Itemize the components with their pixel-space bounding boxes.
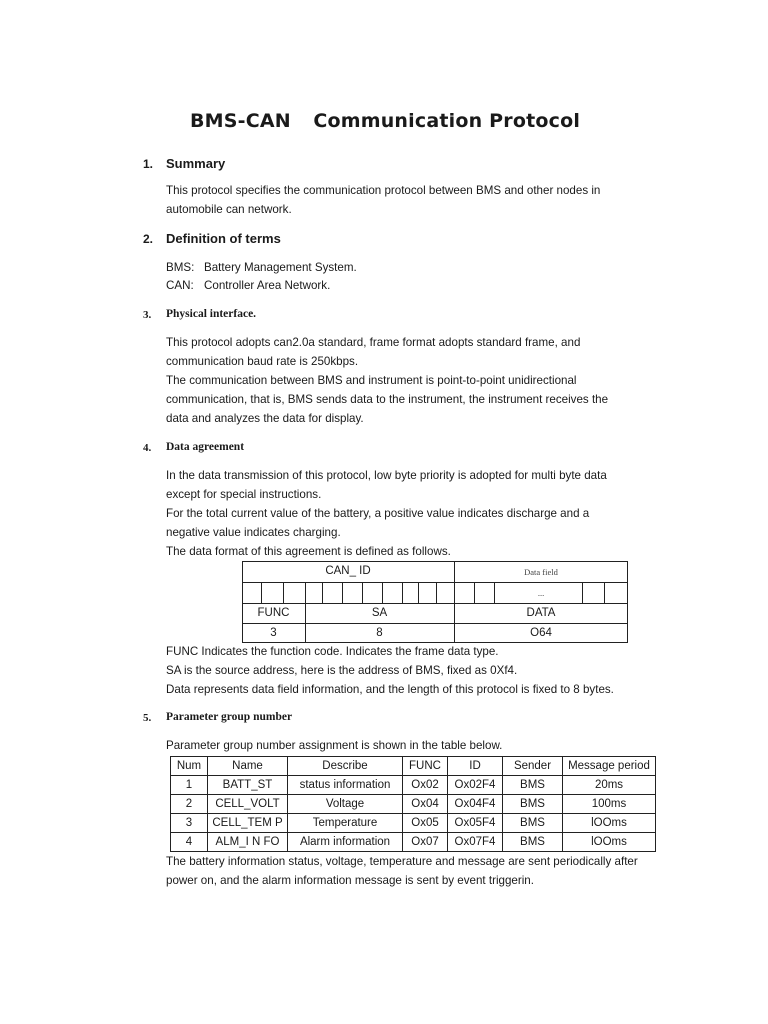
term-can — [166, 279, 330, 292]
sa-bits: 8 — [376, 627, 383, 639]
parameter-group-table — [170, 756, 656, 852]
table-cell: Ox07F4 — [448, 833, 503, 852]
table-cell: lOOms — [563, 833, 656, 852]
text-line: FUNC Indicates the function code. Indicates the frame data type. — [166, 645, 499, 658]
section-4-number: 4. — [143, 442, 152, 454]
bit-cell-line — [342, 582, 343, 603]
table-cell: BATT_ST — [208, 776, 288, 795]
table-cell: BMS — [503, 814, 563, 833]
section-5-heading: Parameter group number — [166, 711, 293, 723]
table-cell: ALM_I N FO — [208, 833, 288, 852]
section-3-heading: Physical interface. — [166, 308, 257, 320]
table-cell: 20ms — [563, 776, 656, 795]
table-row — [171, 795, 656, 814]
bit-cell-line — [418, 582, 419, 603]
table-cell: 4 — [171, 833, 208, 852]
title-part-1: BMS-CAN — [189, 110, 291, 132]
section-4-after — [166, 642, 636, 699]
table-cell: BMS — [503, 795, 563, 814]
text-line: communication baud rate is 250kbps. — [166, 355, 359, 368]
text-line: power on, and the alarm information message is sent by event triggerin. — [166, 874, 534, 887]
column-header: Name — [208, 757, 288, 776]
text-line: This protocol adopts can2.0a standard, frame format adopts standard frame, and — [166, 336, 581, 349]
can-frame-diagram — [242, 561, 628, 643]
bit-cell-line — [322, 582, 323, 603]
bit-cell-line — [436, 582, 437, 603]
section-3-body — [166, 333, 636, 428]
table-cell: Ox05F4 — [448, 814, 503, 833]
column-header: FUNC — [403, 757, 448, 776]
section-5-intro — [166, 736, 636, 755]
section-2-heading: Definition of terms — [166, 231, 281, 246]
column-header: Num — [171, 757, 208, 776]
frame-hline — [242, 623, 628, 624]
text-line: except for special instructions. — [166, 488, 322, 501]
term-bms — [166, 261, 357, 274]
section-4-heading: Data agreement — [166, 441, 245, 453]
data-label: DATA — [526, 607, 556, 619]
text-line: In the data transmission of this protocol, low byte priority is adopted for multi byte data — [166, 469, 607, 482]
page-title — [0, 110, 768, 132]
ellipsis-label: ... — [537, 588, 545, 598]
table-row — [171, 814, 656, 833]
table-row — [171, 776, 656, 795]
table-cell: Alarm information — [288, 833, 403, 852]
term-key: BMS: — [166, 261, 195, 274]
table-cell: 3 — [171, 814, 208, 833]
term-value: Controller Area Network. — [204, 279, 331, 292]
bit-cell-line — [261, 582, 262, 603]
text-line: Data represents data field information, and the length of this protocol is fixed to 8 bytes. — [166, 683, 614, 696]
text-line: This protocol specifies the communication protocol between BMS and other nodes in — [166, 184, 601, 197]
section-1-number: 1. — [143, 157, 154, 171]
bit-cell-line — [382, 582, 383, 603]
text-line: The communication between BMS and instrument is point-to-point unidirectional — [166, 374, 577, 387]
table-cell: Ox02 — [403, 776, 448, 795]
text-line: negative value indicates charging. — [166, 526, 341, 539]
can-id-label: CAN_ ID — [325, 565, 371, 577]
column-header: Sender — [503, 757, 563, 776]
text-line: Parameter group number assignment is shown in the table below. — [166, 739, 503, 752]
text-line: automobile can network. — [166, 203, 292, 216]
section-1-body — [166, 181, 636, 219]
table-cell: 100ms — [563, 795, 656, 814]
table-cell: 1 — [171, 776, 208, 795]
table-cell: Ox04F4 — [448, 795, 503, 814]
text-line: The battery information status, voltage, temperature and message are sent periodically after — [166, 855, 638, 868]
text-line: data and analyzes the data for display. — [166, 412, 364, 425]
bit-cell-line — [362, 582, 363, 603]
table-cell: CELL_TEM P — [208, 814, 288, 833]
table-cell: Voltage — [288, 795, 403, 814]
bit-cell-line — [402, 582, 403, 603]
section-5-outro — [166, 852, 636, 890]
table-cell: Ox04 — [403, 795, 448, 814]
section-1-heading: Summary — [166, 156, 226, 171]
table-cell: Ox05 — [403, 814, 448, 833]
title-part-2: Communication Protocol — [313, 110, 581, 132]
table-cell: Temperature — [288, 814, 403, 833]
column-header: Describe — [288, 757, 403, 776]
table-row — [171, 833, 656, 852]
table-cell: Ox02F4 — [448, 776, 503, 795]
section-4-body — [166, 466, 636, 561]
data-field-label: Data field — [524, 567, 558, 577]
section-2-number: 2. — [143, 232, 154, 246]
frame-hline — [242, 582, 628, 583]
frame-hline — [242, 603, 628, 604]
text-line: The data format of this agreement is defined as follows. — [166, 545, 451, 558]
section-3-number: 3. — [143, 309, 152, 321]
bit-cell-line — [283, 582, 284, 603]
term-value: Battery Management System. — [204, 261, 357, 274]
table-cell: Ox07 — [403, 833, 448, 852]
column-header: Message period — [563, 757, 656, 776]
table-cell: status information — [288, 776, 403, 795]
table-cell: BMS — [503, 833, 563, 852]
table-cell: BMS — [503, 776, 563, 795]
text-line: SA is the source address, here is the address of BMS, fixed as 0Xf4. — [166, 664, 518, 677]
func-label: FUNC — [257, 607, 290, 619]
table-cell: lOOms — [563, 814, 656, 833]
column-header: ID — [448, 757, 503, 776]
table-header-row — [171, 757, 656, 776]
func-bits: 3 — [270, 627, 277, 639]
text-line: For the total current value of the battery, a positive value indicates discharge and a — [166, 507, 590, 520]
text-line: communication, that is, BMS sends data to the instrument, the instrument receives the — [166, 393, 609, 406]
data-bits: O64 — [530, 627, 552, 639]
section-5-number: 5. — [143, 712, 152, 724]
term-key: CAN: — [166, 279, 194, 292]
sa-label: SA — [371, 607, 388, 619]
table-cell: CELL_VOLT — [208, 795, 288, 814]
table-cell: 2 — [171, 795, 208, 814]
